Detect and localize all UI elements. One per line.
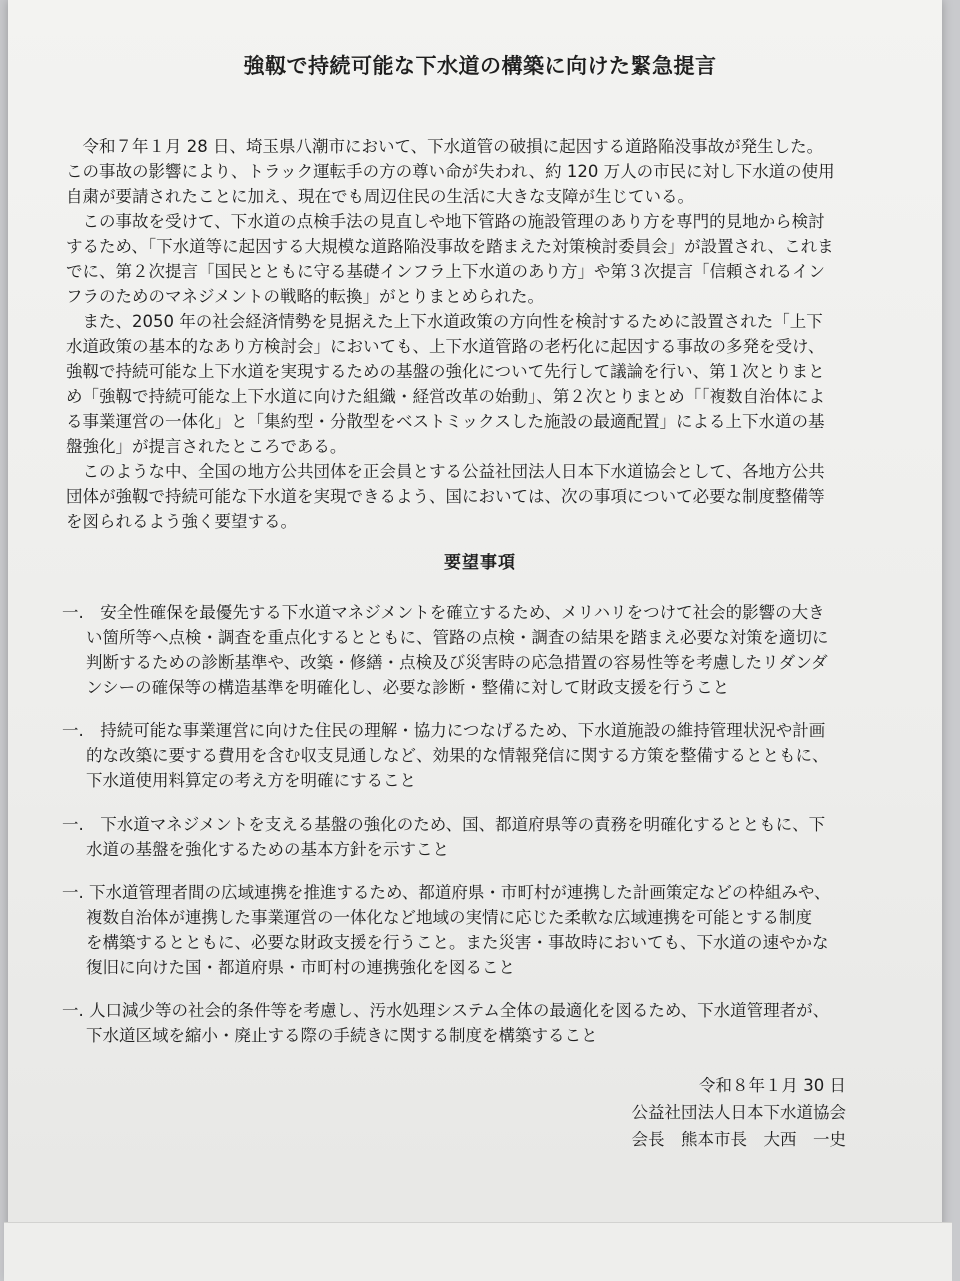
document-title: 強靱で持続可能な下水道の構築に向けた緊急提言 <box>243 54 717 78</box>
section-heading: 要望事項 <box>444 553 516 573</box>
text-line: フラのためのマネジメントの戦略的転換」がとりまとめられた。 <box>66 287 545 306</box>
organization-name: 公益社団法人日本下水道協会 <box>631 1103 846 1122</box>
text-line: 水道政策の基本的なあり方検討会」においても、上下水道管路の老朽化に起因する事故の多発を受け、 <box>66 337 825 356</box>
text-line: 盤強化」が提言されたところである。 <box>66 437 347 456</box>
text-line: 強靱で持続可能な上下水道を実現するための基盤の強化について先行して議論を行い、第１次とりまと <box>66 362 825 381</box>
request-item-5 <box>62 998 872 1048</box>
request-item-1 <box>62 600 872 700</box>
page-stack-edge <box>4 1222 952 1281</box>
signatory: 会長 熊本市長 大西 一史 <box>631 1130 846 1149</box>
text-line: ンシーの確保等の構造基準を明確化し、必要な診断・整備に対して財政支援を行うこと <box>86 678 730 697</box>
intro-section <box>66 134 866 534</box>
text-line: 一. 人口減少等の社会的条件等を考慮し、汚水処理システム全体の最適化を図るため、下水道管理者が、 <box>62 1001 830 1020</box>
request-item-4 <box>62 880 872 980</box>
text-line: 一. 下水道管理者間の広域連携を推進するため、都道府県・市町村が連携した計画策定などの枠組みや、 <box>62 883 831 902</box>
text-line: 複数自治体が連携した事業運営の一体化など地域の実情に応じた柔軟な広域連携を可能とする制度 <box>86 908 812 927</box>
text-line: い箇所等へ点検・調査を重点化するとともに、管路の点検・調査の結果を踏まえ必要な対策を適切に <box>86 628 829 647</box>
text-line: 水道の基盤を強化するための基本方針を示すこと <box>86 840 449 859</box>
text-line: この事故を受けて、下水道の点検手法の見直しや地下管路の施設管理のあり方を専門的見地から検討 <box>66 212 825 231</box>
text-line: を構築するとともに、必要な財政支援を行うこと。また災害・事故時においても、下水道の速やかな <box>86 933 829 952</box>
request-item-2 <box>62 718 872 793</box>
text-line: 自粛が要請されたことに加え、現在でも周辺住民の生活に大きな支障が生じている。 <box>66 187 694 206</box>
text-line: 下水道使用料算定の考え方を明確にすること <box>86 771 416 790</box>
intro-paragraph-4 <box>66 459 866 534</box>
text-line: でに、第２次提言「国民とともに守る基礎インフラ上下水道のあり方」や第３次提言「信頼されるイン <box>66 262 825 281</box>
text-line: 下水道区域を縮小・廃止する際の手続きに関する制度を構築すること <box>86 1026 598 1045</box>
text-line: 一. 下水道マネジメントを支える基盤の強化のため、国、都道府県等の責務を明確化するとともに、下 <box>62 815 826 834</box>
intro-paragraph-2 <box>66 209 866 309</box>
text-line: 令和７年１月 28 日、埼玉県八潮市において、下水道管の破損に起因する道路陥没事故が発生した。 <box>66 137 824 156</box>
text-line: また、2050 年の社会経済情勢を見据えた上下水道政策の方向性を検討するために設置された「上下 <box>66 312 823 331</box>
intro-paragraph-3 <box>66 309 866 459</box>
text-line: め「強靱で持続可能な上下水道に向けた組織・経営改革の始動」、第２次とりまとめ「「複数自治体によ <box>66 387 825 406</box>
signature-block <box>632 1072 847 1153</box>
text-line: 復旧に向けた国・都道府県・市町村の連携強化を図ること <box>86 958 515 977</box>
text-line: するため、「下水道等に起因する大規模な道路陥没事故を踏まえた対策検討委員会」が設置され、これま <box>66 237 834 256</box>
text-line: このような中、全国の地方公共団体を正会員とする公益社団法人日本下水道協会として、各地方公共 <box>66 462 825 481</box>
text-line: 一. 安全性確保を最優先する下水道マネジメントを確立するため、メリハリをつけて社会的影響の大き <box>62 603 825 622</box>
intro-paragraph-1 <box>66 134 866 209</box>
request-item-3 <box>62 812 872 862</box>
text-line: 判断するための診断基準や、改築・修繕・点検及び災害時の応急措置の容易性等を考慮したリダンダ <box>86 653 828 672</box>
text-line: 一. 持続可能な事業運営に向けた住民の理解・協力につなげるため、下水道施設の維持管理状況や計画 <box>62 721 826 740</box>
text-line: 的な改築に要する費用を含む収支見通しなど、効果的な情報発信に関する方策を整備するとともに、 <box>86 746 829 765</box>
text-line: この事故の影響により、トラック運転手の方の尊い命が失われ、約 120 万人の市民に対し下水道の使用 <box>66 162 835 181</box>
date: 令和８年１月 30 日 <box>699 1076 846 1095</box>
text-line: 団体が強靱で持続可能な下水道を実現できるよう、国においては、次の事項について必要な制度整備等 <box>66 487 825 506</box>
text-line: る事業運営の一体化」と「集約型・分散型をベストミックスした施設の最適配置」による上下水道の基 <box>66 412 825 431</box>
text-line: を図られるよう強く要望する。 <box>66 512 297 531</box>
